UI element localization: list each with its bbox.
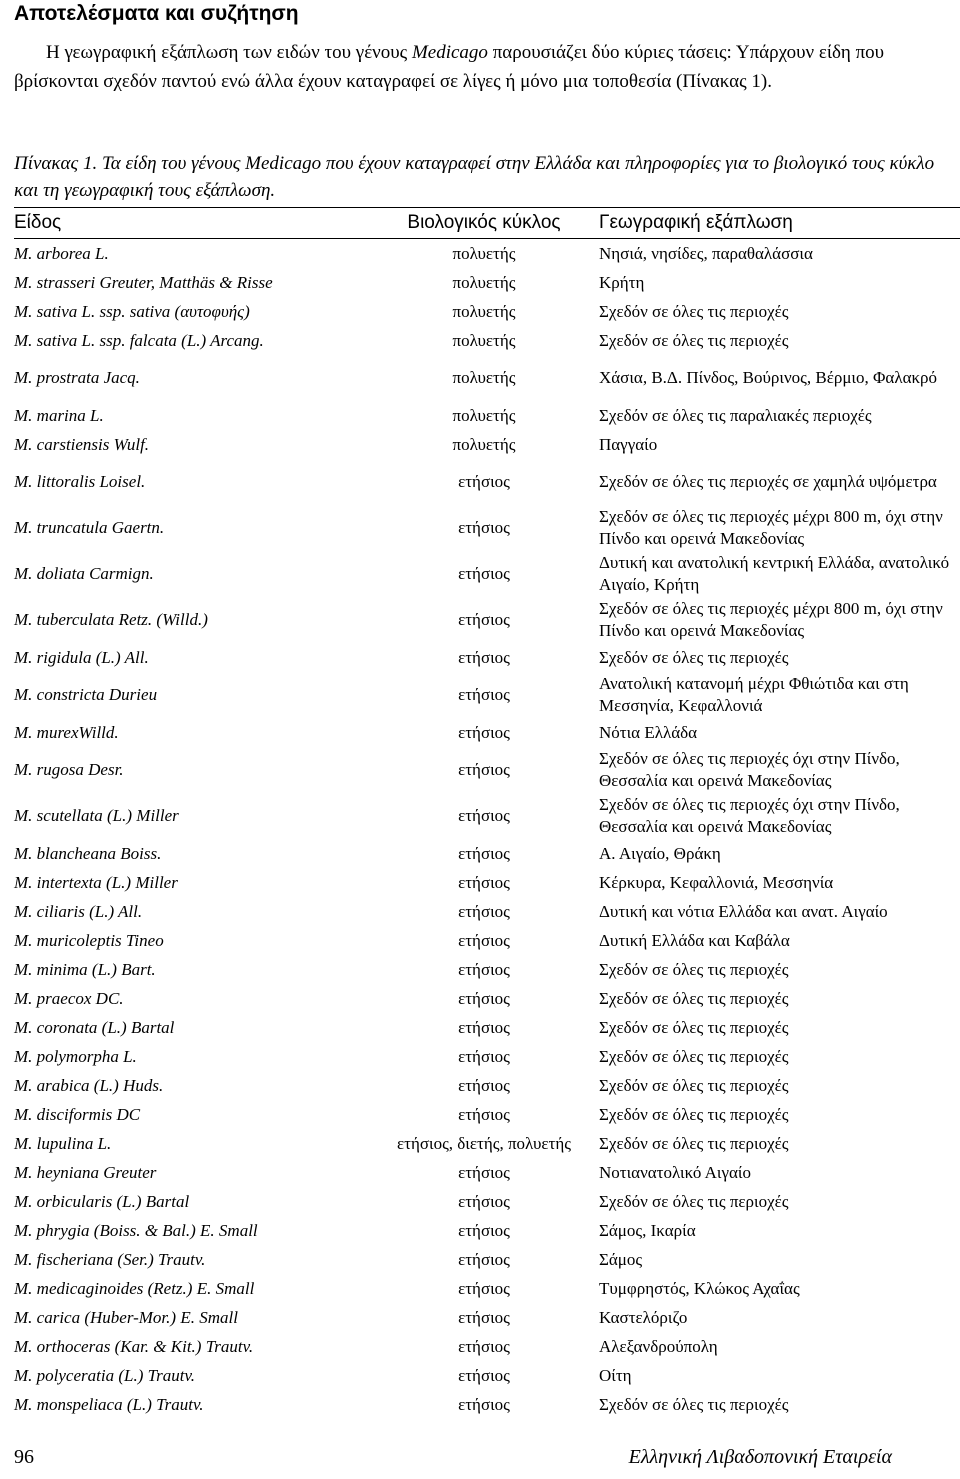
cycle-cell: ετήσιος [458, 472, 510, 491]
cycle-cell: ετήσιος [458, 1075, 510, 1095]
table-row [14, 955, 960, 984]
distribution-cell: Οίτη [599, 1365, 632, 1385]
table-caption [14, 150, 944, 204]
distribution-cell: Σχεδόν σε όλες τις περιοχές [599, 1104, 789, 1124]
species-cell: M. doliata Carmign. [14, 564, 154, 583]
cycle-cell: ετήσιος [458, 806, 510, 825]
species-cell: M. medicaginoides (Retz.) E. Small [14, 1278, 255, 1298]
species-cell: M. carica (Huber-Mor.) E. Small [14, 1307, 238, 1327]
table-row [14, 1303, 960, 1332]
species-cell: M. blancheana Boiss. [14, 843, 162, 863]
intro-paragraph [14, 38, 944, 96]
species-cell: M. muricoleptis Tineo [14, 930, 164, 950]
species-cell: M. sativa L. ssp. sativa (αυτοφυής) [14, 301, 250, 321]
species-cell: M. scutellata (L.) Miller [14, 806, 179, 825]
table-row [14, 897, 960, 926]
table-header-row [14, 208, 960, 239]
distribution-cell: Σχεδόν σε όλες τις περιοχές σε χαμηλά υψόμετρα [599, 472, 937, 491]
publisher-name: Ελληνική Λιβαδοπονική Εταιρεία [628, 1446, 892, 1468]
distribution-cell: Κρήτη [599, 272, 645, 292]
species-cell: M. intertexta (L.) Miller [14, 872, 178, 892]
distribution-cell: Τυμφρηστός, Κλώκος Αχαΐας [599, 1278, 800, 1298]
table-row [14, 747, 960, 793]
cycle-cell: πολυετής [452, 330, 516, 350]
distribution-cell: Σχεδόν σε όλες τις περιοχές [599, 1191, 789, 1211]
distribution-cell: Σάμος, Ικαρία [599, 1220, 696, 1240]
cycle-cell: ετήσιος [458, 843, 510, 863]
table-row [14, 1332, 960, 1361]
cycle-cell: ετήσιος [458, 1191, 510, 1211]
distribution-cell: Σχεδόν σε όλες τις περιοχές [599, 1046, 789, 1066]
table-row [14, 984, 960, 1013]
cycle-cell: ετήσιος [458, 901, 510, 921]
distribution-cell: Σχεδόν σε όλες τις περιοχές όχι στην Πίνδο, Θεσσαλία και ορεινά Μακεδονίας [599, 795, 900, 836]
distribution-cell: Κέρκυρα, Κεφαλλονιά, Μεσσηνία [599, 872, 834, 892]
species-cell: M. praecox DC. [14, 988, 124, 1008]
distribution-cell: Δυτική και ανατολική κεντρική Ελλάδα, ανατολικό Αιγαίο, Κρήτη [599, 553, 950, 594]
species-cell: M. rugosa Desr. [14, 760, 124, 779]
cycle-cell: ετήσιος [458, 988, 510, 1008]
species-cell: M. orbicularis (L.) Bartal [14, 1191, 190, 1211]
cycle-cell: ετήσιος [458, 959, 510, 979]
table-row [14, 1274, 960, 1303]
table-caption-text: Πίνακας 1. Τα είδη του γένους Medicago που έχουν καταγραφεί στην Ελλάδα και πληροφορίες για το βιολογικό τους κύκλο και τη γεωγραφική τους εξάπλωση. [14, 153, 935, 201]
table-row [14, 1158, 960, 1187]
species-table [14, 207, 960, 1419]
table-row [14, 1361, 960, 1390]
species-cell: M. littoralis Loisel. [14, 472, 146, 491]
species-cell: M. arborea L. [14, 243, 109, 263]
table-row [14, 718, 960, 747]
table-row [14, 1216, 960, 1245]
table-row [14, 1129, 960, 1158]
cycle-cell: ετήσιος [458, 518, 510, 537]
species-cell: M. coronata (L.) Bartal [14, 1017, 175, 1037]
distribution-cell: Νησιά, νησίδες, παραθαλάσσια [599, 243, 813, 263]
table-row [14, 1187, 960, 1216]
cycle-cell: ετήσιος [458, 685, 510, 704]
table-row [14, 1245, 960, 1274]
distribution-cell: Σάμος [599, 1249, 643, 1269]
table-body [14, 239, 960, 1420]
distribution-cell: Σχεδόν σε όλες τις περιοχές [599, 988, 789, 1008]
table-row [14, 297, 960, 326]
species-cell: M. strasseri Greuter, Matthäs & Risse [14, 272, 273, 292]
distribution-cell: Σχεδόν σε όλες τις περιοχές [599, 301, 789, 321]
intro-text-before: Η γεωγραφική εξάπλωση των ειδών του γένους [46, 42, 412, 63]
species-cell: M. murexWilld. [14, 722, 119, 742]
species-cell: M. arabica (L.) Huds. [14, 1075, 164, 1095]
distribution-cell: Σχεδόν σε όλες τις περιοχές όχι στην Πίνδο, Θεσσαλία και ορεινά Μακεδονίας [599, 749, 900, 790]
distribution-cell: Σχεδόν σε όλες τις περιοχές [599, 1394, 789, 1414]
cycle-cell: πολυετής [452, 368, 516, 387]
table-row [14, 1100, 960, 1129]
cycle-cell: ετήσιος [458, 1220, 510, 1240]
distribution-cell: Σχεδόν σε όλες τις περιοχές [599, 330, 789, 350]
cycle-cell: ετήσιος [458, 760, 510, 779]
page-number: 96 [14, 1446, 34, 1468]
cycle-cell: πολυετής [452, 243, 516, 263]
distribution-cell: Σχεδόν σε όλες τις περιοχές μέχρι 800 m, όχι στην Πίνδο και ορεινά Μακεδονίας [599, 599, 943, 640]
distribution-cell: Σχεδόν σε όλες τις περιοχές [599, 1075, 789, 1095]
species-cell: M. phrygia (Boiss. & Bal.) E. Small [14, 1220, 258, 1240]
distribution-cell: Σχεδόν σε όλες τις παραλιακές περιοχές [599, 405, 872, 425]
species-cell: M. polyceratia (L.) Trautv. [14, 1365, 195, 1385]
table-row [14, 505, 960, 551]
cycle-cell: ετήσιος [458, 610, 510, 629]
cycle-cell: ετήσιος [458, 564, 510, 583]
cycle-cell: πολυετής [452, 301, 516, 321]
cycle-cell: ετήσιος [458, 930, 510, 950]
distribution-cell: Νοτιανατολικό Αιγαίο [599, 1162, 751, 1182]
table-row [14, 926, 960, 955]
table-row [14, 793, 960, 839]
table-row [14, 401, 960, 430]
cycle-cell: πολυετής [452, 272, 516, 292]
distribution-cell: Σχεδόν σε όλες τις περιοχές μέχρι 800 m, όχι στην Πίνδο και ορεινά Μακεδονίας [599, 507, 943, 548]
table-row [14, 643, 960, 672]
species-cell: M. sativa L. ssp. falcata (L.) Arcang. [14, 330, 264, 350]
distribution-cell: Ανατολική κατανομή μέχρι Φθιώτιδα και στη Μεσσηνία, Κεφαλλονιά [599, 674, 909, 715]
distribution-cell: Χάσια, Β.Δ. Πίνδος, Βούρινος, Βέρμιο, Φαλακρό [599, 368, 938, 387]
species-cell: M. prostrata Jacq. [14, 368, 140, 387]
species-cell: M. orthoceras (Kar. & Kit.) Trautv. [14, 1336, 254, 1356]
cycle-cell: ετήσιος [458, 722, 510, 742]
distribution-cell: Παγγαίο [599, 434, 658, 454]
species-cell: M. minima (L.) Bart. [14, 959, 156, 979]
cycle-cell: ετήσιος, διετής, πολυετής [396, 1133, 572, 1153]
header-species: Είδος [14, 208, 369, 239]
distribution-cell: Σχεδόν σε όλες τις περιοχές [599, 959, 789, 979]
table-row [14, 868, 960, 897]
distribution-cell: Α. Αιγαίο, Θράκη [599, 843, 721, 863]
distribution-cell: Νότια Ελλάδα [599, 722, 698, 742]
table-row [14, 1390, 960, 1419]
species-cell: M. heyniana Greuter [14, 1162, 157, 1182]
table-row [14, 672, 960, 718]
species-cell: M. marina L. [14, 405, 104, 425]
table-row [14, 1013, 960, 1042]
cycle-cell: ετήσιος [458, 1336, 510, 1356]
table-row [14, 551, 960, 597]
species-cell: M. rigidula (L.) All. [14, 647, 149, 667]
section-heading: Αποτελέσματα και συζήτηση [14, 2, 299, 25]
distribution-cell: Δυτική και νότια Ελλάδα και ανατ. Αιγαίο [599, 901, 888, 921]
cycle-cell: ετήσιος [458, 1104, 510, 1124]
table-row [14, 839, 960, 868]
cycle-cell: πολυετής [452, 434, 516, 454]
intro-text-after: παρουσιάζει δύο κύριες τάσεις: Υπάρχουν είδη που βρίσκονται σχεδόν παντού ενώ άλλα έχουν καταγραφεί σε λίγες ή μόνο μια τοποθεσία (Πίνακας 1). [14, 42, 885, 92]
cycle-cell: ετήσιος [458, 1017, 510, 1037]
cycle-cell: ετήσιος [458, 1394, 510, 1414]
species-cell: M. carstiensis Wulf. [14, 434, 150, 454]
cycle-cell: ετήσιος [458, 1278, 510, 1298]
distribution-cell: Δυτική Ελλάδα και Καβάλα [599, 930, 790, 950]
header-distribution: Γεωγραφική εξάπλωση [599, 208, 960, 239]
species-cell: M. monspeliaca (L.) Trautv. [14, 1394, 204, 1414]
cycle-cell: ετήσιος [458, 1365, 510, 1385]
cycle-cell: ετήσιος [458, 1249, 510, 1269]
species-cell: M. polymorpha L. [14, 1046, 137, 1066]
species-cell: M. truncatula Gaertn. [14, 518, 165, 537]
cycle-cell: ετήσιος [458, 1307, 510, 1327]
cycle-cell: ετήσιος [458, 1162, 510, 1182]
table-row [14, 597, 960, 643]
distribution-cell: Σχεδόν σε όλες τις περιοχές [599, 1133, 789, 1153]
species-cell: M. tuberculata Retz. (Willd.) [14, 610, 208, 629]
table-row [14, 1042, 960, 1071]
distribution-cell: Καστελόριζο [599, 1307, 688, 1327]
table-row [14, 459, 960, 505]
species-cell: M. fischeriana (Ser.) Trautv. [14, 1249, 206, 1269]
table-row [14, 1071, 960, 1100]
species-cell: M. disciformis DC [14, 1104, 141, 1124]
header-cycle: Βιολογικός κύκλος [369, 208, 599, 239]
distribution-cell: Σχεδόν σε όλες τις περιοχές [599, 1017, 789, 1037]
cycle-cell: ετήσιος [458, 1046, 510, 1066]
species-cell: M. lupulina L. [14, 1133, 112, 1153]
intro-genus: Medicago [411, 42, 488, 63]
cycle-cell: ετήσιος [458, 872, 510, 892]
table-row [14, 239, 960, 269]
table-row [14, 430, 960, 459]
cycle-cell: πολυετής [452, 405, 516, 425]
table-row [14, 355, 960, 401]
distribution-cell: Αλεξανδρούπολη [599, 1336, 718, 1356]
species-cell: M. constricta Durieu [14, 685, 158, 704]
species-cell: M. ciliaris (L.) All. [14, 901, 143, 921]
table-row [14, 268, 960, 297]
cycle-cell: ετήσιος [458, 647, 510, 667]
distribution-cell: Σχεδόν σε όλες τις περιοχές [599, 647, 789, 667]
table-row [14, 326, 960, 355]
